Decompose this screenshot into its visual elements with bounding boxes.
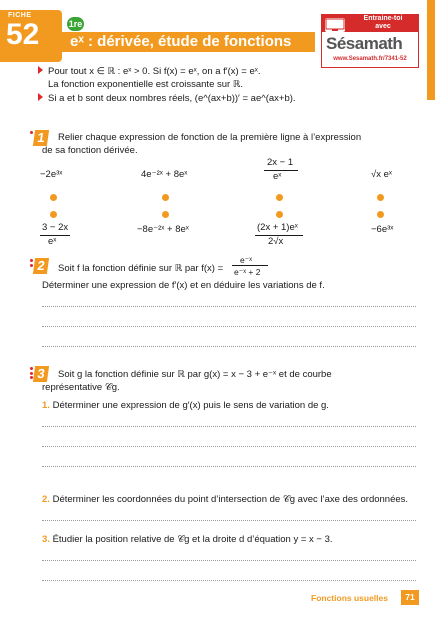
- bullet-triangle-icon: [38, 93, 43, 101]
- rule-1-text: Pour tout x ∈ ℝ : eˣ > 0. Si f(x) = eˣ, on a f′(x) = eˣ.: [48, 66, 261, 77]
- answer-line[interactable]: [42, 426, 416, 427]
- answer-line[interactable]: [42, 560, 416, 561]
- q3-number: 3.: [42, 534, 50, 545]
- rule-1-line1: [38, 66, 261, 78]
- exercise-2-number: 2: [33, 258, 49, 274]
- q3-text: Étudier la position relative de 𝒞g et la droite d d’équation y = x − 3.: [52, 534, 333, 545]
- exercise-2-badge: [30, 258, 44, 274]
- ex2-frac-num: e⁻ˣ: [240, 255, 253, 265]
- q2-text: Déterminer les coordonnées du point d’intersection de 𝒞g avec l’axe des ordonnées.: [52, 494, 409, 505]
- side-tab: [427, 0, 435, 100]
- ex3-q2: [42, 494, 408, 506]
- link-dot-top-1[interactable]: [50, 194, 57, 201]
- ex3-line2: représentative 𝒞g.: [42, 382, 120, 393]
- answer-line[interactable]: [42, 346, 416, 347]
- sesamath-entraine-text: [350, 15, 416, 31]
- page-number: 71: [401, 590, 419, 605]
- ex2-frac-den: e⁻ˣ + 2: [234, 267, 261, 277]
- q1-text: Déterminer une expression de g′(x) puis le sens de variation de g.: [52, 400, 329, 411]
- entraine-line1: Entraine-toi: [363, 15, 403, 22]
- sesamath-logo: Sésamath: [326, 34, 403, 53]
- fiche-label: FICHE: [8, 12, 32, 19]
- ex1-line1: Relier chaque expression de fonction de la première ligne à l’expression: [58, 132, 362, 143]
- ex1-top-2: 4e⁻²ˣ + 8eˣ: [141, 169, 188, 180]
- exercise-3-number: 3: [33, 366, 49, 382]
- ex2-line2: Déterminer une expression de f′(x) et en déduire les variations de f.: [42, 280, 325, 291]
- page-title: eˣ : dérivée, étude de fonctions: [70, 33, 292, 50]
- fiche-number: 52: [6, 18, 40, 51]
- ex1-top-1: −2e³ˣ: [40, 169, 63, 180]
- ex1-top-4: √x eˣ: [371, 169, 393, 180]
- q1-number: 1.: [42, 400, 50, 411]
- answer-line[interactable]: [42, 446, 416, 447]
- ex1-top-3-den: eˣ: [273, 171, 282, 182]
- answer-line[interactable]: [42, 466, 416, 467]
- exercise-1-badge: [30, 130, 44, 146]
- footer-section: Fonctions usuelles: [311, 593, 388, 603]
- answer-line[interactable]: [42, 326, 416, 327]
- level-badge: 1re: [68, 19, 83, 29]
- ex1-bottom-3-num: (2x + 1)eˣ: [257, 222, 298, 233]
- answer-line[interactable]: [42, 306, 416, 307]
- link-dot-bottom-3[interactable]: [276, 211, 283, 218]
- link-dot-bottom-1[interactable]: [50, 211, 57, 218]
- ex1-bottom-1-num: 3 − 2x: [42, 222, 69, 233]
- ex2-line1: Soit f la fonction définie sur ℝ par f(x) =: [58, 263, 224, 274]
- rule-2: [38, 93, 296, 105]
- ex1-bottom-1-den: eˣ: [48, 236, 57, 247]
- answer-line[interactable]: [42, 520, 416, 521]
- bullet-triangle-icon: [38, 66, 43, 74]
- ex1-line2: de sa fonction dérivée.: [42, 145, 138, 156]
- link-dot-bottom-2[interactable]: [162, 211, 169, 218]
- ex3-q1: [42, 400, 329, 412]
- monitor-icon: [325, 18, 345, 32]
- rule-1-line2: La fonction exponentielle est croissante sur ℝ.: [48, 79, 243, 90]
- entraine-line2: avec: [375, 23, 391, 30]
- ex1-bottom-3-den: 2√x: [268, 236, 284, 247]
- ex1-top-3-num: 2x − 1: [267, 157, 294, 168]
- link-dot-top-3[interactable]: [276, 194, 283, 201]
- link-dot-bottom-4[interactable]: [377, 211, 384, 218]
- link-dot-top-4[interactable]: [377, 194, 384, 201]
- exercise-3-badge: [30, 366, 44, 382]
- ex3-q3: [42, 534, 333, 546]
- ex1-bottom-4: −6e³ˣ: [371, 224, 394, 235]
- ex1-bottom-2: −8e⁻²ˣ + 8eˣ: [137, 224, 189, 235]
- answer-line[interactable]: [42, 580, 416, 581]
- ex3-line1: Soit g la fonction définie sur ℝ par g(x) = x − 3 + e⁻ˣ et de courbe: [58, 369, 332, 380]
- exercise-1-number: 1: [33, 130, 49, 146]
- rule-2-text: Si a et b sont deux nombres réels, (e^(ax+b))′ = ae^(ax+b).: [48, 93, 296, 104]
- link-dot-top-2[interactable]: [162, 194, 169, 201]
- q2-number: 2.: [42, 494, 50, 505]
- sesamath-url[interactable]: www.Sesamath.fr/7341-52: [333, 56, 407, 62]
